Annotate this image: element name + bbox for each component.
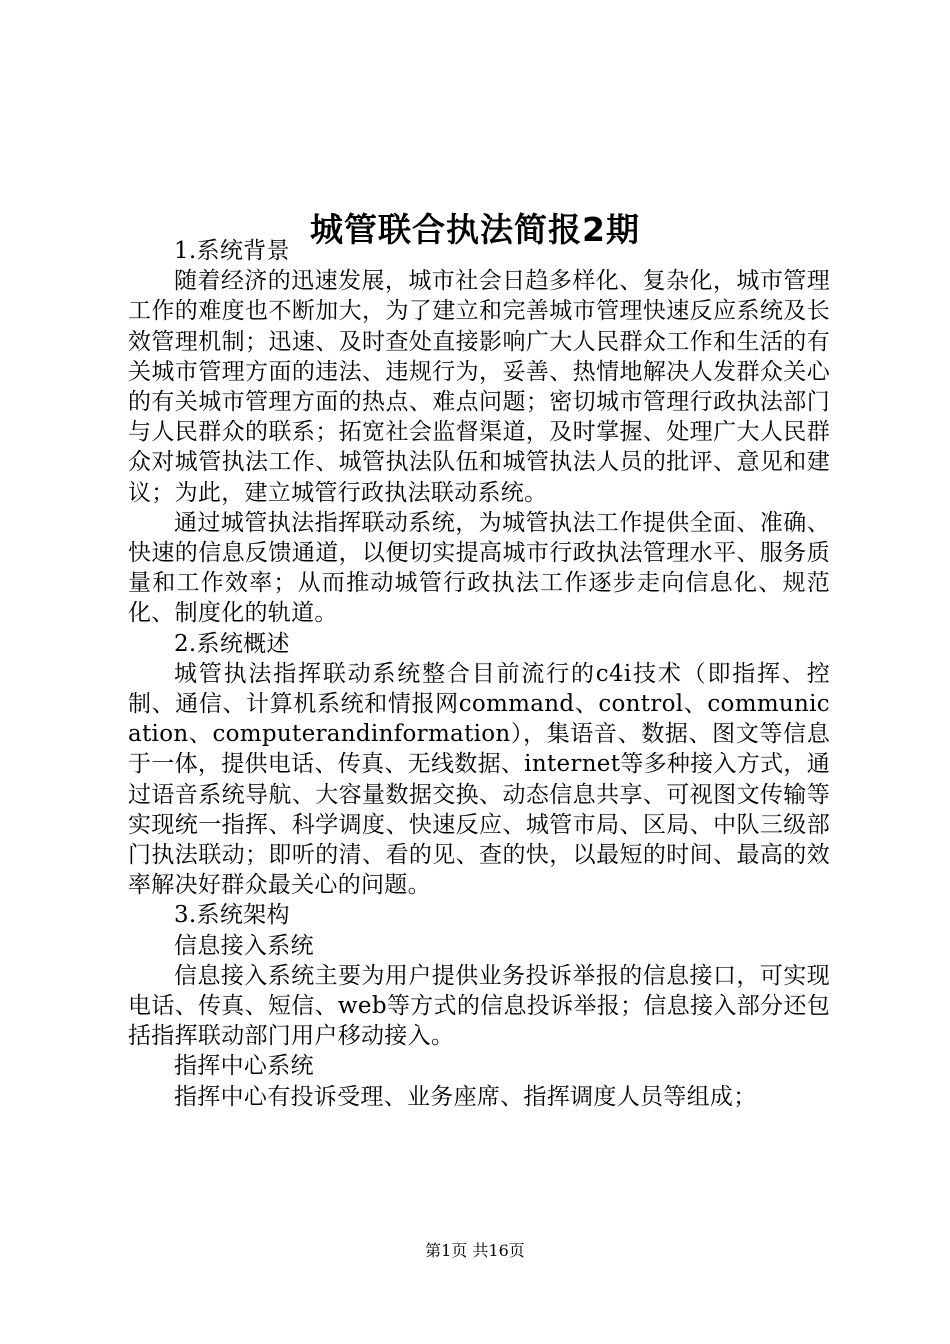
document-body [128, 236, 830, 1112]
document-title: 城管联合执法简报2期 [310, 210, 640, 250]
paragraph: 城管执法指挥联动系统整合目前流行的c4i技术（即指挥、控制、通信、计算机系统和情报网command、control、communication、computerandinformation），集语音、数据、图文等信息于一体，提供电话、传真、无线数据、internet等多种接入方式，通过语音系统导航、大容量数据交换、动态信息共享、可视图文传输等实现统一指挥、科学调度、快速反应、城管市局、区局、中队三级部门执法联动；即听的清、看的见、查的快，以最短的时间、最高的效率解决好群众最关心的问题。 [128, 660, 830, 899]
paragraph: 指挥中心有投诉受理、业务座席、指挥调度人员等组成； [174, 1083, 757, 1110]
page-footer: 第1页 共16页 [425, 1241, 525, 1260]
subsection-heading: 指挥中心系统 [174, 1053, 314, 1080]
paragraph: 信息接入系统主要为用户提供业务投诉举报的信息接口，可实现电话、传真、短信、web等方式的信息投诉举报；信息接入部分还包括指挥联动部门用户移动接入。 [128, 962, 830, 1050]
section-heading: 3.系统架构 [174, 902, 290, 929]
section-heading: 2.系统概述 [174, 630, 290, 657]
section-heading: 1.系统背景 [174, 238, 290, 264]
paragraph: 通过城管执法指挥联动系统，为城管执法工作提供全面、准确、快速的信息反馈通道，以便切实提高城市行政执法管理水平、服务质量和工作效率；从而推动城管行政执法工作逐步走向信息化、规范化、制度化的轨道。 [128, 509, 830, 627]
paragraph: 随着经济的迅速发展，城市社会日趋多样化、复杂化，城市管理工作的难度也不断加大，为了建立和完善城市管理快速反应系统及长效管理机制；迅速、及时查处直接影响广大人民群众工作和生活的有关城市管理方面的违法、违规行为，妥善、热情地解决人发群众关心的有关城市管理方面的热点、难点问题；密切城市管理行政执法部门与人民群众的联系；拓宽社会监督渠道，及时掌握、处理广大人民群众对城管执法工作、城管执法队伍和城管执法人员的批评、意见和建议；为此，建立城管行政执法联动系统。 [128, 268, 830, 506]
subsection-heading: 信息接入系统 [174, 932, 314, 959]
